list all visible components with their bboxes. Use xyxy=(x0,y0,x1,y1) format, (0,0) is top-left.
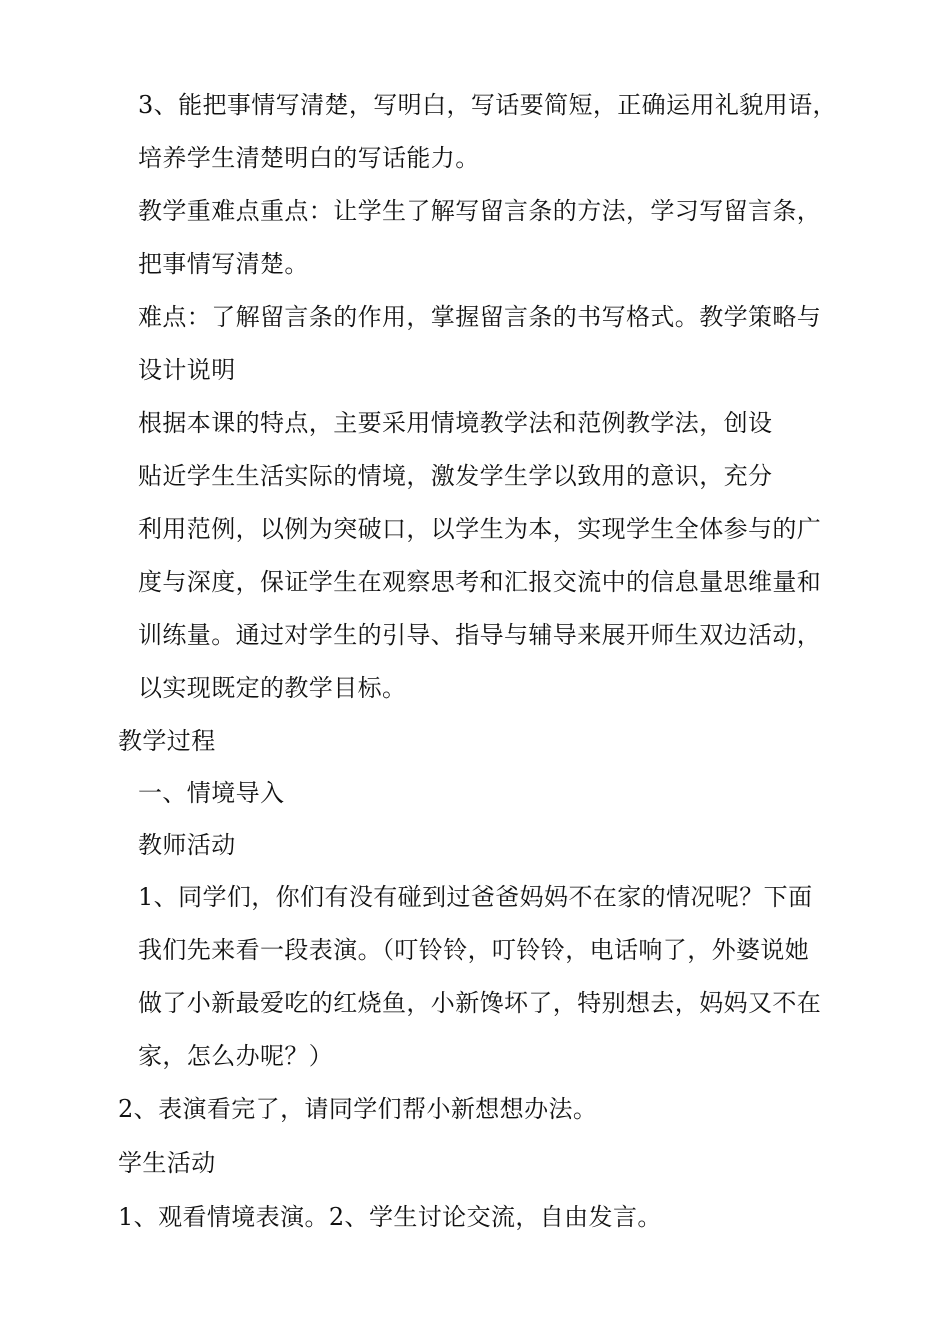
paragraph-line: 家，怎么办呢？） xyxy=(138,1042,334,1070)
paragraph-line: 教学重难点重点：让学生了解写留言条的方法，学习写留言条， xyxy=(138,197,822,225)
paragraph-line: 培养学生清楚明白的写话能力。 xyxy=(138,144,480,172)
paragraph-line: 以实现既定的教学目标。 xyxy=(138,674,407,702)
paragraph-line: 3、能把事情写清楚，写明白，写话要简短，正确运用礼貌用语， xyxy=(138,91,837,119)
paragraph-line: 利用范例，以例为突破口，以学生为本，实现学生全体参与的广 xyxy=(138,515,822,543)
paragraph-line: 难点：了解留言条的作用，掌握留言条的书写格式。教学策略与 xyxy=(138,303,822,331)
subsection-label: 学生活动 xyxy=(118,1149,216,1177)
paragraph-line: 贴近学生生活实际的情境，激发学生学以致用的意识，充分 xyxy=(138,462,773,490)
paragraph-line: 训练量。通过对学生的引导、指导与辅导来展开师生双边活动， xyxy=(138,621,822,649)
section-heading: 教学过程 xyxy=(118,727,216,755)
subsection-label: 教师活动 xyxy=(138,831,236,859)
paragraph-line: 我们先来看一段表演。（叮铃铃，叮铃铃，电话响了，外婆说她 xyxy=(138,936,810,964)
subsection-heading: 一、情境导入 xyxy=(138,779,285,807)
paragraph-line: 做了小新最爱吃的红烧鱼，小新馋坏了，特别想去，妈妈又不在 xyxy=(138,989,822,1017)
paragraph-line: 2、表演看完了，请同学们帮小新想想办法。 xyxy=(118,1095,598,1123)
paragraph-line: 1、同学们，你们有没有碰到过爸爸妈妈不在家的情况呢？下面 xyxy=(138,883,813,911)
paragraph-line: 把事情写清楚。 xyxy=(138,250,309,278)
paragraph-line: 设计说明 xyxy=(138,356,236,384)
paragraph-line: 度与深度，保证学生在观察思考和汇报交流中的信息量思维量和 xyxy=(138,568,822,596)
paragraph-line: 根据本课的特点，主要采用情境教学法和范例教学法，创设 xyxy=(138,409,773,437)
paragraph-line: 1、观看情境表演。2、学生讨论交流，自由发言。 xyxy=(118,1203,662,1231)
